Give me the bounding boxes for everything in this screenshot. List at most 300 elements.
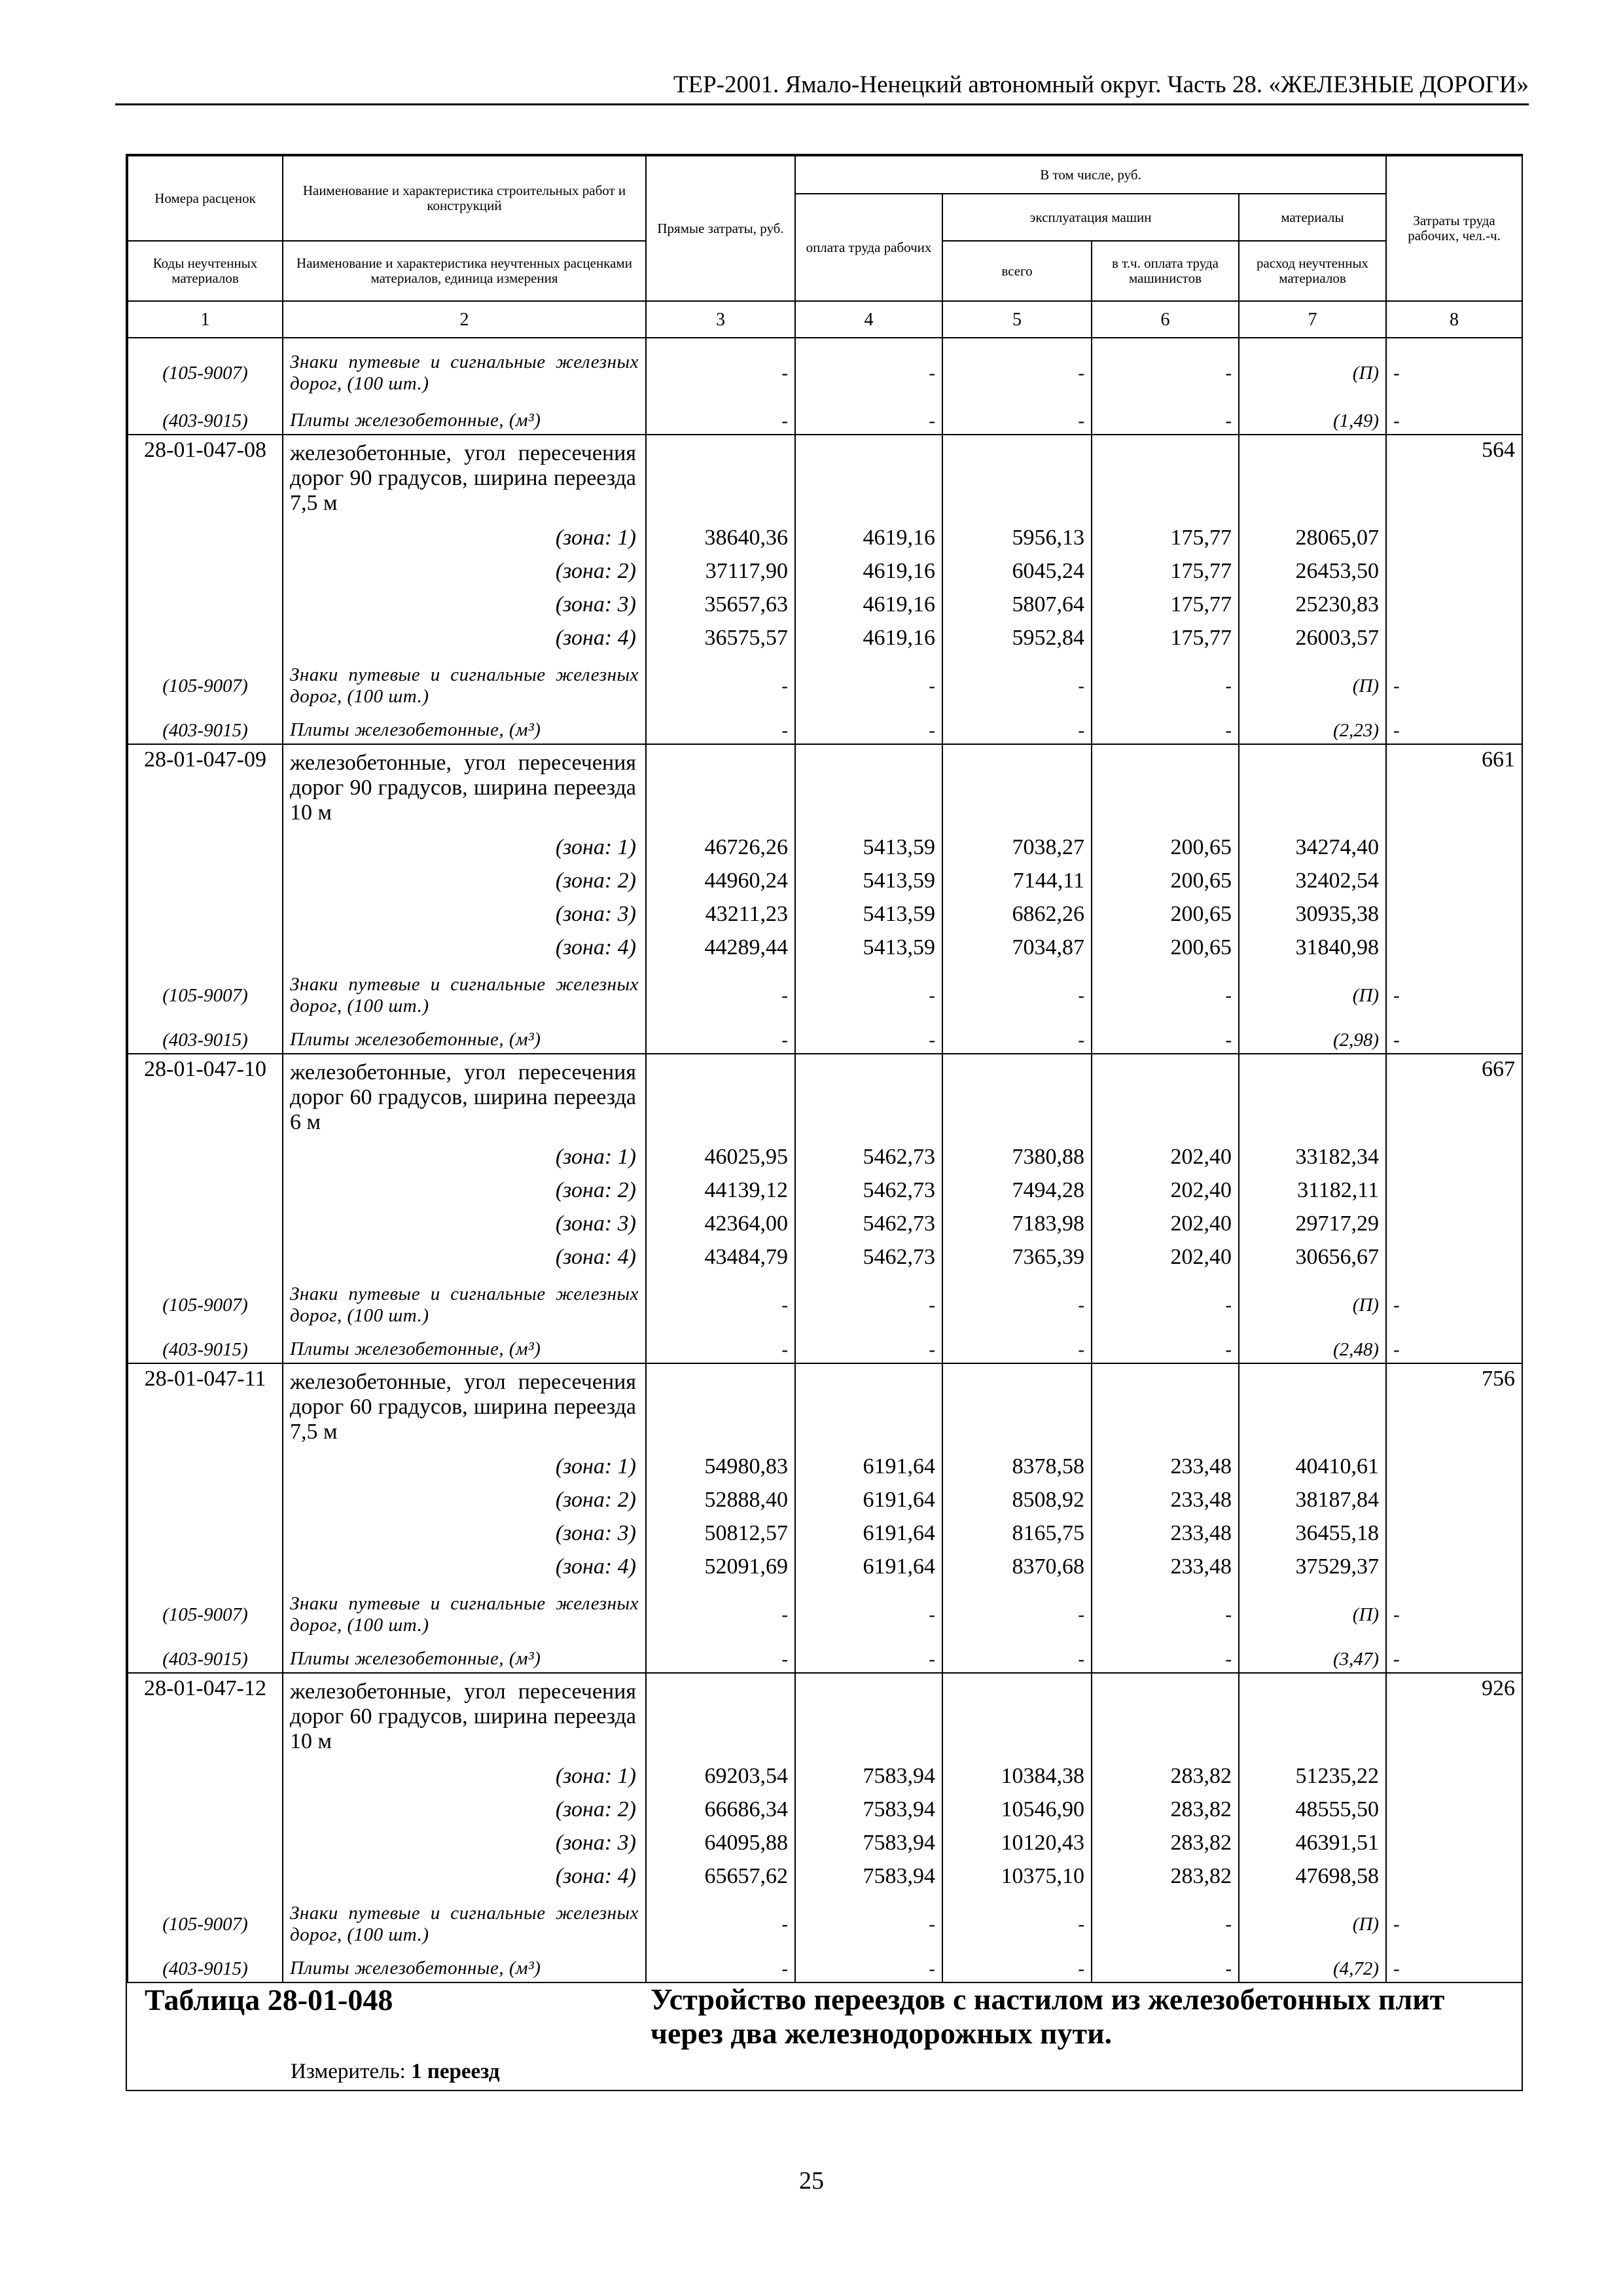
zone-value: 8508,92	[942, 1483, 1092, 1516]
zone-value: 200,65	[1092, 931, 1239, 964]
labor-cost: 756	[1386, 1363, 1522, 1450]
zone-label: (зона: 1)	[283, 1140, 646, 1174]
zone-value: 36455,18	[1239, 1516, 1386, 1550]
rate-row	[128, 1054, 1522, 1140]
material-value: -	[1092, 1274, 1239, 1336]
zone-value: 64095,88	[646, 1826, 795, 1859]
material-value: -	[795, 1645, 942, 1673]
zone-label: (зона: 2)	[283, 1174, 646, 1207]
material-value: -	[795, 1026, 942, 1054]
zone-value: 8165,75	[942, 1516, 1092, 1550]
zone-value: 7038,27	[942, 831, 1092, 864]
material-value: -	[1092, 655, 1239, 717]
material-value: -	[1386, 1645, 1522, 1673]
zone-value: 37117,90	[646, 554, 795, 588]
price-table	[127, 155, 1523, 1983]
material-value: (2,23)	[1239, 717, 1386, 744]
zone-value: 29717,29	[1239, 1207, 1386, 1240]
material-value: -	[942, 1583, 1092, 1645]
zone-value: 43484,79	[646, 1240, 795, 1274]
labor-cost: 667	[1386, 1054, 1522, 1140]
zone-value: 7494,28	[942, 1174, 1092, 1207]
material-value: -	[646, 1583, 795, 1645]
running-header-title: ТЕР-2001. Ямало-Ненецкий автономный округ. Часть 28. «ЖЕЛЕЗНЫЕ ДОРОГИ»	[673, 71, 1529, 98]
zone-value: 233,48	[1092, 1550, 1239, 1583]
zone-row	[128, 1793, 1522, 1826]
zone-value: 5462,73	[795, 1174, 942, 1207]
material-value: -	[1386, 717, 1522, 744]
material-code: (403-9015)	[128, 407, 283, 435]
material-code: (403-9015)	[128, 717, 283, 744]
material-value: -	[942, 407, 1092, 435]
zone-value: 5462,73	[795, 1240, 942, 1274]
zone-row	[128, 1516, 1522, 1550]
labor-cost: 564	[1386, 435, 1522, 521]
zone-value: 46025,95	[646, 1140, 795, 1174]
column-number: 8	[1386, 301, 1522, 338]
zone-value: 200,65	[1092, 831, 1239, 864]
zone-value: 10546,90	[942, 1793, 1092, 1826]
zone-value: 6191,64	[795, 1550, 942, 1583]
rate-description: железобетонные, угол пересечения дорог 90 градусов, ширина переезда 10 м	[283, 744, 646, 831]
rate-description: железобетонные, угол пересечения дорог 60 градусов, ширина переезда 7,5 м	[283, 1363, 646, 1450]
zone-row	[128, 521, 1522, 554]
rate-row	[128, 1363, 1522, 1450]
material-row	[128, 964, 1522, 1026]
material-value: -	[1092, 964, 1239, 1026]
column-number: 5	[942, 301, 1092, 338]
zone-value: 8378,58	[942, 1450, 1092, 1483]
rate-description: железобетонные, угол пересечения дорог 90 градусов, ширина переезда 7,5 м	[283, 435, 646, 521]
column-number-row	[128, 301, 1522, 338]
zone-value: 66686,34	[646, 1793, 795, 1826]
material-value: -	[1092, 1026, 1239, 1054]
zone-row	[128, 897, 1522, 931]
zone-row	[128, 931, 1522, 964]
material-value: -	[942, 1026, 1092, 1054]
zone-value: 202,40	[1092, 1140, 1239, 1174]
material-value: (П)	[1239, 1583, 1386, 1645]
material-row	[128, 655, 1522, 717]
material-value: -	[646, 1893, 795, 1955]
col4-header: оплата труда рабочих	[795, 194, 942, 301]
zone-value: 47698,58	[1239, 1859, 1386, 1893]
material-value: -	[1386, 407, 1522, 435]
material-row	[128, 1583, 1522, 1645]
zone-value: 54980,83	[646, 1450, 795, 1483]
zone-value: 38187,84	[1239, 1483, 1386, 1516]
zone-value: 38640,36	[646, 521, 795, 554]
material-value: (П)	[1239, 1893, 1386, 1955]
zone-row	[128, 588, 1522, 621]
material-value: -	[942, 717, 1092, 744]
zone-value: 43211,23	[646, 897, 795, 931]
material-name: Плиты железобетонные, (м³)	[283, 1955, 646, 1982]
table-title: Устройство переездов с настилом из железобетонных плит через два железнодорожных пути.	[651, 1982, 1445, 2050]
column-number: 6	[1092, 301, 1239, 338]
material-value: (1,49)	[1239, 407, 1386, 435]
material-value: -	[795, 964, 942, 1026]
material-value: -	[646, 338, 795, 407]
zone-value: 175,77	[1092, 621, 1239, 655]
material-value: -	[1386, 964, 1522, 1026]
zone-value: 34274,40	[1239, 831, 1386, 864]
zone-label: (зона: 3)	[283, 588, 646, 621]
zone-value: 175,77	[1092, 554, 1239, 588]
zone-value: 36575,57	[646, 621, 795, 655]
zone-value: 5462,73	[795, 1140, 942, 1174]
zone-label: (зона: 2)	[283, 1483, 646, 1516]
zone-value: 283,82	[1092, 1826, 1239, 1859]
zone-value: 7144,11	[942, 864, 1092, 897]
material-row	[128, 717, 1522, 744]
zone-value: 233,48	[1092, 1450, 1239, 1483]
zone-value: 6191,64	[795, 1516, 942, 1550]
zone-value: 44289,44	[646, 931, 795, 964]
material-name: Знаки путевые и сигнальные железных дорог, (100 шт.)	[283, 1274, 646, 1336]
rate-code: 28-01-047-10	[128, 1054, 283, 1140]
zone-value: 5462,73	[795, 1207, 942, 1240]
zone-value: 283,82	[1092, 1793, 1239, 1826]
zone-value: 10120,43	[942, 1826, 1092, 1859]
zone-value: 31840,98	[1239, 931, 1386, 964]
incl-header: В том числе, руб.	[795, 156, 1386, 194]
material-value: -	[1092, 717, 1239, 744]
col6-header: в т.ч. оплата труда машинистов	[1092, 241, 1239, 301]
material-value: -	[942, 1336, 1092, 1363]
zone-value: 7583,94	[795, 1759, 942, 1793]
column-number: 3	[646, 301, 795, 338]
material-row	[128, 338, 1522, 407]
material-name: Плиты железобетонные, (м³)	[283, 407, 646, 435]
material-value: -	[1092, 1336, 1239, 1363]
material-value: -	[1386, 1955, 1522, 1982]
col3-header: Прямые затраты, руб.	[646, 156, 795, 301]
zone-row	[128, 831, 1522, 864]
zone-value: 46726,26	[646, 831, 795, 864]
material-value: -	[795, 717, 942, 744]
table-label: Таблица 28-01-048	[145, 1983, 393, 2017]
zone-value: 30935,38	[1239, 897, 1386, 931]
material-value: -	[1386, 1336, 1522, 1363]
column-number: 2	[283, 301, 646, 338]
material-value: -	[795, 1893, 942, 1955]
zone-value: 6191,64	[795, 1450, 942, 1483]
zone-row	[128, 864, 1522, 897]
material-code: (105-9007)	[128, 655, 283, 717]
zone-value: 200,65	[1092, 897, 1239, 931]
material-name: Знаки путевые и сигнальные железных дорог, (100 шт.)	[283, 338, 646, 407]
zone-value: 51235,22	[1239, 1759, 1386, 1793]
zone-value: 35657,63	[646, 588, 795, 621]
material-row	[128, 1893, 1522, 1955]
zone-label: (зона: 1)	[283, 831, 646, 864]
next-table-caption	[127, 1962, 1522, 2091]
col2-bottom-header: Наименование и характеристика неучтенных расценками материалов, единица измерения	[283, 241, 646, 301]
zone-value: 31182,11	[1239, 1174, 1386, 1207]
zone-value: 8370,68	[942, 1550, 1092, 1583]
col1-top-header: Номера расценок	[128, 156, 283, 241]
zone-value: 7034,87	[942, 931, 1092, 964]
labor-cost: 661	[1386, 744, 1522, 831]
material-name: Плиты железобетонные, (м³)	[283, 1336, 646, 1363]
zone-label: (зона: 4)	[283, 1240, 646, 1274]
zone-label: (зона: 2)	[283, 864, 646, 897]
material-value: -	[942, 1955, 1092, 1982]
column-number: 7	[1239, 301, 1386, 338]
zone-label: (зона: 1)	[283, 1450, 646, 1483]
zone-value: 69203,54	[646, 1759, 795, 1793]
material-value: -	[646, 1026, 795, 1054]
zone-value: 10375,10	[942, 1859, 1092, 1893]
measure-value: 1 переезд	[411, 2060, 500, 2083]
material-value: -	[1092, 1645, 1239, 1673]
zone-value: 5413,59	[795, 931, 942, 964]
zone-label: (зона: 2)	[283, 1793, 646, 1826]
zone-value: 5413,59	[795, 831, 942, 864]
rate-description: железобетонные, угол пересечения дорог 60 градусов, ширина переезда 6 м	[283, 1054, 646, 1140]
material-value: -	[646, 655, 795, 717]
zone-value: 4619,16	[795, 554, 942, 588]
rate-code: 28-01-047-09	[128, 744, 283, 831]
zone-value: 283,82	[1092, 1859, 1239, 1893]
running-header	[115, 71, 1529, 105]
machines-header: эксплуатация машин	[942, 194, 1239, 241]
material-value: -	[942, 964, 1092, 1026]
zone-value: 202,40	[1092, 1207, 1239, 1240]
material-name: Плиты железобетонные, (м³)	[283, 1645, 646, 1673]
material-value: (П)	[1239, 655, 1386, 717]
material-value: -	[646, 1955, 795, 1982]
material-value: -	[942, 1274, 1092, 1336]
material-code: (105-9007)	[128, 1583, 283, 1645]
material-value: (П)	[1239, 338, 1386, 407]
zone-value: 5956,13	[942, 521, 1092, 554]
zone-row	[128, 1483, 1522, 1516]
zone-value: 46391,51	[1239, 1826, 1386, 1859]
col7-header: расход неучтенных материалов	[1239, 241, 1386, 301]
material-code: (105-9007)	[128, 964, 283, 1026]
measure-label: Измеритель:	[291, 2060, 406, 2083]
material-row	[128, 1645, 1522, 1673]
material-value: -	[1386, 1583, 1522, 1645]
zone-row	[128, 1240, 1522, 1274]
col8-header: Затраты труда рабочих, чел.-ч.	[1386, 156, 1522, 301]
material-value: -	[1092, 1955, 1239, 1982]
rate-code: 28-01-047-12	[128, 1673, 283, 1759]
material-code: (403-9015)	[128, 1026, 283, 1054]
zone-value: 7583,94	[795, 1859, 942, 1893]
zone-value: 26453,50	[1239, 554, 1386, 588]
rate-code: 28-01-047-08	[128, 435, 283, 521]
zone-label: (зона: 3)	[283, 897, 646, 931]
material-value: -	[942, 338, 1092, 407]
material-value: -	[795, 1274, 942, 1336]
zone-value: 202,40	[1092, 1240, 1239, 1274]
rate-description: железобетонные, угол пересечения дорог 60 градусов, ширина переезда 10 м	[283, 1673, 646, 1759]
zone-value: 200,65	[1092, 864, 1239, 897]
zone-row	[128, 1207, 1522, 1240]
zone-label: (зона: 2)	[283, 554, 646, 588]
rate-row	[128, 435, 1522, 521]
material-value: -	[1386, 338, 1522, 407]
zone-value: 5413,59	[795, 864, 942, 897]
material-value: -	[942, 1893, 1092, 1955]
zone-value: 7365,39	[942, 1240, 1092, 1274]
price-table-frame	[126, 154, 1523, 2091]
column-number: 4	[795, 301, 942, 338]
col5-header: всего	[942, 241, 1092, 301]
material-code: (403-9015)	[128, 1645, 283, 1673]
material-value: -	[1092, 1583, 1239, 1645]
materials-header: материалы	[1239, 194, 1386, 241]
zone-label: (зона: 1)	[283, 521, 646, 554]
zone-value: 44960,24	[646, 864, 795, 897]
zone-value: 5413,59	[795, 897, 942, 931]
material-value: -	[1386, 1274, 1522, 1336]
zone-value: 28065,07	[1239, 521, 1386, 554]
zone-label: (зона: 3)	[283, 1826, 646, 1859]
rate-code: 28-01-047-11	[128, 1363, 283, 1450]
zone-row	[128, 1550, 1522, 1583]
zone-label: (зона: 4)	[283, 1550, 646, 1583]
material-value: -	[646, 1336, 795, 1363]
column-number: 1	[128, 301, 283, 338]
zone-value: 233,48	[1092, 1516, 1239, 1550]
material-value: -	[795, 1583, 942, 1645]
material-value: -	[795, 1955, 942, 1982]
measure-line	[291, 2060, 500, 2084]
zone-label: (зона: 4)	[283, 621, 646, 655]
material-value: -	[646, 717, 795, 744]
zone-value: 233,48	[1092, 1483, 1239, 1516]
material-value: (П)	[1239, 964, 1386, 1026]
zone-value: 4619,16	[795, 521, 942, 554]
material-code: (403-9015)	[128, 1336, 283, 1363]
material-value: -	[1092, 338, 1239, 407]
zone-value: 42364,00	[646, 1207, 795, 1240]
zone-label: (зона: 4)	[283, 1859, 646, 1893]
material-value: -	[1386, 1893, 1522, 1955]
zone-value: 4619,16	[795, 621, 942, 655]
zone-value: 7583,94	[795, 1793, 942, 1826]
rate-row	[128, 1673, 1522, 1759]
zone-label: (зона: 3)	[283, 1516, 646, 1550]
zone-value: 44139,12	[646, 1174, 795, 1207]
zone-value: 7583,94	[795, 1826, 942, 1859]
material-name: Знаки путевые и сигнальные железных дорог, (100 шт.)	[283, 1893, 646, 1955]
material-value: -	[646, 407, 795, 435]
material-value: -	[1386, 1026, 1522, 1054]
material-row	[128, 1274, 1522, 1336]
zone-row	[128, 1174, 1522, 1207]
material-name: Знаки путевые и сигнальные железных дорог, (100 шт.)	[283, 1583, 646, 1645]
col2-top-header: Наименование и характеристика строительных работ и конструкций	[283, 156, 646, 241]
material-name: Плиты железобетонные, (м³)	[283, 1026, 646, 1054]
zone-value: 10384,38	[942, 1759, 1092, 1793]
zone-value: 283,82	[1092, 1759, 1239, 1793]
material-code: (105-9007)	[128, 1893, 283, 1955]
material-value: -	[795, 407, 942, 435]
material-value: -	[1092, 1893, 1239, 1955]
zone-value: 52091,69	[646, 1550, 795, 1583]
zone-value: 6862,26	[942, 897, 1092, 931]
material-value: (2,98)	[1239, 1026, 1386, 1054]
material-value: -	[1386, 655, 1522, 717]
zone-value: 202,40	[1092, 1174, 1239, 1207]
zone-label: (зона: 3)	[283, 1207, 646, 1240]
material-value: (3,47)	[1239, 1645, 1386, 1673]
zone-row	[128, 554, 1522, 588]
zone-value: 50812,57	[646, 1516, 795, 1550]
zone-value: 33182,34	[1239, 1140, 1386, 1174]
material-value: -	[646, 1274, 795, 1336]
material-value: -	[646, 1645, 795, 1673]
zone-value: 7183,98	[942, 1207, 1092, 1240]
zone-row	[128, 1140, 1522, 1174]
zone-row	[128, 1859, 1522, 1893]
zone-value: 40410,61	[1239, 1450, 1386, 1483]
zone-value: 5807,64	[942, 588, 1092, 621]
material-name: Знаки путевые и сигнальные железных дорог, (100 шт.)	[283, 655, 646, 717]
zone-value: 65657,62	[646, 1859, 795, 1893]
material-value: -	[795, 1336, 942, 1363]
table-body	[128, 338, 1522, 1983]
material-value: (2,48)	[1239, 1336, 1386, 1363]
material-code: (105-9007)	[128, 338, 283, 407]
labor-cost: 926	[1386, 1673, 1522, 1759]
zone-value: 6191,64	[795, 1483, 942, 1516]
material-value: -	[795, 655, 942, 717]
material-value: -	[1092, 407, 1239, 435]
material-value: -	[942, 655, 1092, 717]
col1-bottom-header: Коды неучтенных материалов	[128, 241, 283, 301]
material-name: Знаки путевые и сигнальные железных дорог, (100 шт.)	[283, 964, 646, 1026]
material-value: (П)	[1239, 1274, 1386, 1336]
page-number: 25	[799, 2167, 824, 2195]
material-value: (4,72)	[1239, 1955, 1386, 1982]
zone-row	[128, 1759, 1522, 1793]
table-head	[128, 156, 1522, 338]
zone-value: 37529,37	[1239, 1550, 1386, 1583]
zone-value: 32402,54	[1239, 864, 1386, 897]
zone-value: 4619,16	[795, 588, 942, 621]
material-code: (403-9015)	[128, 1955, 283, 1982]
zone-row	[128, 621, 1522, 655]
material-value: -	[795, 338, 942, 407]
zone-value: 7380,88	[942, 1140, 1092, 1174]
zone-label: (зона: 1)	[283, 1759, 646, 1793]
rate-row	[128, 744, 1522, 831]
zone-label: (зона: 4)	[283, 931, 646, 964]
zone-value: 175,77	[1092, 588, 1239, 621]
zone-row	[128, 1826, 1522, 1859]
material-code: (105-9007)	[128, 1274, 283, 1336]
material-value: -	[646, 964, 795, 1026]
zone-value: 25230,83	[1239, 588, 1386, 621]
material-row	[128, 407, 1522, 435]
zone-row	[128, 1450, 1522, 1483]
zone-value: 175,77	[1092, 521, 1239, 554]
zone-value: 26003,57	[1239, 621, 1386, 655]
zone-value: 5952,84	[942, 621, 1092, 655]
material-value: -	[942, 1645, 1092, 1673]
material-row	[128, 1336, 1522, 1363]
material-row	[128, 1026, 1522, 1054]
zone-value: 52888,40	[646, 1483, 795, 1516]
zone-value: 6045,24	[942, 554, 1092, 588]
material-name: Плиты железобетонные, (м³)	[283, 717, 646, 744]
